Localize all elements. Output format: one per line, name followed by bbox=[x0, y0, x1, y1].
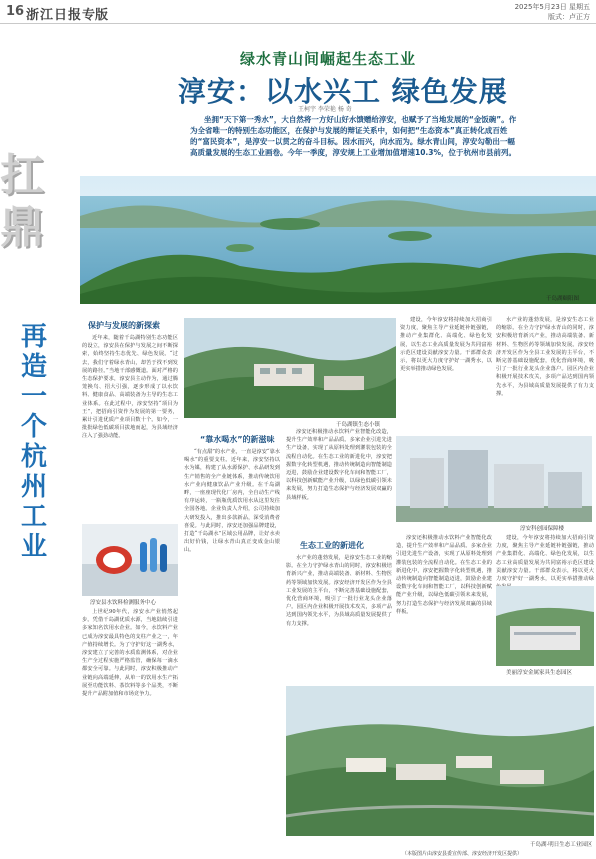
body-text-col1b: 上世纪90年代，淳安水产业悄然起步。凭借千岛湖优质水源，当地陆续引进多家知名饮用水企业。如今，水饮料产业已成为淳安最具特色的支柱产业之一，年产值持续增长。为了守护好这一湖秀水，淳安建立了完善的水质监测体系，对企业生产全过程实施严格监管，确保每一滴水都安全可靠。与此同时，淳安积极推动产业链向高端延伸，从单一的饮用水生产拓展至功能饮料、茶饮料等多个品类，不断提升产品附加值和市场竞争力。 bbox=[82, 609, 178, 698]
photo-credit: （本版图片由淳安县委宣传部、淳安经济开发区提供） bbox=[402, 851, 523, 857]
article-byline: 王柯宇 李荣艳 杨 奇 bbox=[298, 106, 352, 113]
column-brand bbox=[0, 150, 52, 254]
article-kicker: 绿水青山间崛起生态工业 bbox=[240, 50, 417, 68]
body-text-col2: “有点甜”的水产业，一直是淳安“靠水喝水”的重要支柱。近年来，淳安坚持以水为媒，构建了从水源保护、水品研发到生产销售的全产业链体系，推动传统饮用水产业向健康饮品产业升级。在千岛湖畔，一座座现代化厂房内，全自动生产线有序运转，一瓶瓶优质饮用水从这里发往全国各地。企业负责人介绍，公司持续加大研发投入，推出多款新品，深受消费者喜爱。与此同时，淳安还加强品牌建设，打造“千岛湖水”区域公用品牌，让好水卖出好价钱，让绿水青山真正变成金山银山。 bbox=[184, 449, 280, 554]
newspaper-brand: 浙江日报 bbox=[26, 8, 83, 23]
body-text-col7: 淳安还积极推动水饮料产业智能化改造，提升生产效率和产品品质。多家企业引进先进生产设备，实现了从原料处理到灌装包装的全流程自动化。在生态工业的新进化中，淳安把握数字化转型机遇，推动传统制造向智能制造迈进，鼓励企业建设数字化车间和智能工厂，以科技创新赋能产业升级，以绿色低碳引领未来发展，努力打造生态保护与经济发展双赢的县域样板。 bbox=[396, 535, 492, 615]
body-text-col8: 建设，今年淳安将持续加大招商引资力度，聚焦主导产业延链补链强链，推动产业集群化、高端化、绿色化发展，以生态工业高质量发展为共同富裕示范区建设贡献淳安力量。干部群众表示，将以更大力度守护好一湖秀水，以更实举措推动绿 bbox=[496, 535, 594, 583]
lab-photo bbox=[82, 524, 178, 596]
article-lead: 坐拥“天下第一秀水”，大自然将一方好山好水馈赠给淳安，也赋予了当地发展的“金饭碗”。作为全省唯一的特别生态功能区，在保护与发展的辩证关系中，如何把“生态资本”真正转化成百姓的“富民资本”，是淳安一以贯之的奋斗目标。因水而兴，向水而为。绿水青山间，淳安勾勒出一幅高质量发展的生态工业画卷。今年一季度，淳安规上工业增加值增速10.3%，位于杭州市县前列。 bbox=[190, 115, 517, 157]
body-text-col1a: 近年来，随着千岛湖特别生态功能区的设立，淳安县在保护与发展之间不断探索，始终坚持生态优先、绿色发展。“过去，我们守着绿水青山，却苦于找不到发展的路径。”当地干部感慨道。面对严格的生态保护要求，淳安县主动作为，通过腾笼换鸟、招大引强，逐步形成了以水饮料、健康食品、高端装备为主导的生态工业体系。在此过程中，淳安坚持“项目为王”，把招商引资作为发展的第一要务，累计引进优质产业项目数十个。如今，一批批绿色低碳项目拔地而起，为县域经济注入了强劲动能。 bbox=[82, 335, 178, 440]
layout-editor: 版式：卢正方 bbox=[548, 13, 590, 21]
page-number: 16 bbox=[6, 4, 25, 19]
page-header bbox=[0, 0, 596, 24]
town-caption: 千岛湖镇生态小镇 bbox=[336, 422, 381, 428]
vertical-slogan: 再造一个杭州工业 bbox=[20, 322, 47, 562]
town-photo bbox=[184, 318, 396, 418]
factory-caption: 美丽淳安金属家具生态园区 bbox=[506, 670, 573, 676]
body-text-col4: 水产业的蓬勃发展，是淳安生态工业的缩影。在全力守护绿水青山的同时，淳安积极培育新兴产业，推动高端装备、新材料、生物医药等领域加快发展。淳安经济开发区作为全县工业发展的主平台，不断完善基础设施配套，优化营商环境，吸引了一批行业龙头企业落户。园区内企业积极开展技术攻关，多项产品达到国内领先水平，为县域高质量发展提供了有力支撑。 bbox=[286, 555, 392, 627]
park-caption: 千岛湖·明日生态工业园区 bbox=[530, 842, 593, 848]
column-brand-text: 扛鼎 bbox=[0, 150, 42, 253]
article-headline: 淳安：以水兴工 绿色发展 bbox=[178, 75, 508, 108]
park-aerial-photo bbox=[286, 686, 594, 836]
section-title-3: 生态工业的新进化 bbox=[300, 541, 364, 550]
section-title-2: “靠水喝水”的新滋味 bbox=[200, 435, 275, 444]
body-text-col3: 淳安还积极推动水饮料产业智能化改造，提升生产效率和产品品质。多家企业引进先进生产设备，实现了从原料处理到灌装包装的全流程自动化。在生态工业的新进化中，淳安把握数字化转型机遇，推动传统制造向智能制造迈进，鼓励企业建设数字化车间和智能工厂，以科技创新赋能产业升级，以绿色低碳引领未来发展，努力打造生态保护与经济发展双赢的县域样板。 bbox=[286, 429, 392, 501]
issue-date: 2025年5月23日 星期五 bbox=[514, 3, 590, 11]
factory-photo bbox=[496, 586, 594, 666]
section-title-1: 保护与发展的新探索 bbox=[88, 321, 160, 330]
section-label: 专版 bbox=[82, 8, 109, 23]
body-text-col5: 建设，今年淳安将持续加大招商引资力度，聚焦主导产业延链补链强链，推动产业集群化、高端化、绿色化发展，以生态工业高质量发展为共同富裕示范区建设贡献淳安力量。干部群众表示，将以更大力度守护好一湖秀水，以更实举措推动绿色发展。 bbox=[400, 317, 492, 373]
header-meta bbox=[515, 2, 590, 22]
building-photo bbox=[396, 436, 592, 522]
lake-panorama-photo bbox=[80, 176, 596, 304]
main-photo-caption: 千岛湖颐阳图 bbox=[546, 296, 580, 302]
building-caption: 淳安科创园保障楼 bbox=[520, 526, 565, 532]
body-text-col6: 水产业的蓬勃发展，是淳安生态工业的缩影。在全力守护绿水青山的同时，淳安积极培育新兴产业，推动高端装备、新材料、生物医药等领域加快发展。淳安经济开发区作为全县工业发展的主平台，不断完善基础设施配套，优化营商环境，吸引了一批行业龙头企业落户。园区内企业积极开展技术攻关，多项产品达到国内领先水平，为县域高质量发展提供了有力支撑。 bbox=[496, 317, 594, 397]
lab-caption: 淳安县水饮料检测服务中心 bbox=[90, 600, 157, 606]
